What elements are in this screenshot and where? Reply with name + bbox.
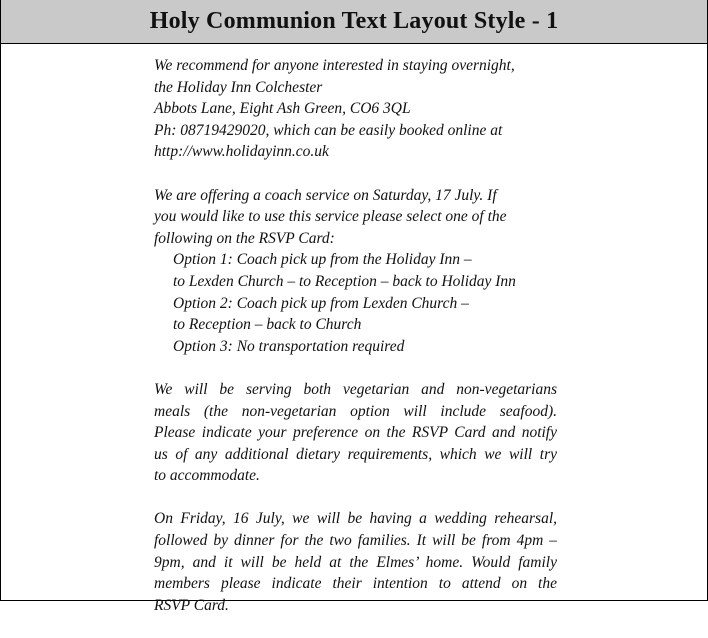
text-line: Abbots Lane, Eight Ash Green, CO6 3QL: [154, 100, 411, 118]
text-line: meals (the non-vegetarian option will include seafood).: [154, 402, 557, 420]
text-line: Please indicate your preference on the RSVP Card and notify: [154, 424, 557, 442]
text-line: members please indicate their intention to attend on the: [154, 575, 557, 593]
text-line: RSVP Card.: [154, 596, 229, 614]
text-line: followed by dinner for the two families. It will be from 4pm –: [154, 532, 557, 550]
text-line: following on the RSVP Card:: [154, 229, 335, 247]
text-line: We will be serving both vegetarian and non-vegetarians: [154, 380, 557, 398]
option-line: to Reception – back to Church: [173, 316, 362, 334]
text-line: We are offering a coach service on Saturday, 17 July. If: [154, 186, 497, 204]
text-line: 9pm, and it will be held at the Elmes’ home. Would family: [154, 553, 557, 571]
paragraph-meals: [154, 379, 557, 487]
text-line: We recommend for anyone interested in staying overnight,: [154, 57, 515, 74]
paragraph-coach: [154, 185, 557, 358]
page-title: Holy Communion Text Layout Style - 1: [149, 8, 559, 34]
text-line: Ph: 08719429020, which can be easily booked online at: [154, 121, 503, 139]
text-line: http://www.holidayinn.co.uk: [154, 143, 329, 161]
paragraph-accommodation: [154, 55, 557, 163]
text-line: to accommodate.: [154, 467, 260, 485]
option-line: Option 3: No transportation required: [173, 337, 405, 355]
text-line: us of any additional dietary requirements, which we will try: [154, 445, 557, 463]
paragraph-rehearsal: [154, 508, 557, 616]
option-line: Option 2: Coach pick up from Lexden Church –: [173, 294, 469, 312]
text-line: On Friday, 16 July, we will be having a wedding rehearsal,: [154, 510, 557, 528]
title-bar: [1, 0, 707, 44]
text-line: you would like to use this service please select one of the: [154, 208, 507, 226]
text-line: the Holiday Inn Colchester: [154, 78, 323, 96]
option-line: Option 1: Coach pick up from the Holiday Inn –: [173, 251, 472, 269]
body-text: [154, 55, 557, 638]
option-line: to Lexden Church – to Reception – back to Holiday Inn: [173, 272, 516, 290]
